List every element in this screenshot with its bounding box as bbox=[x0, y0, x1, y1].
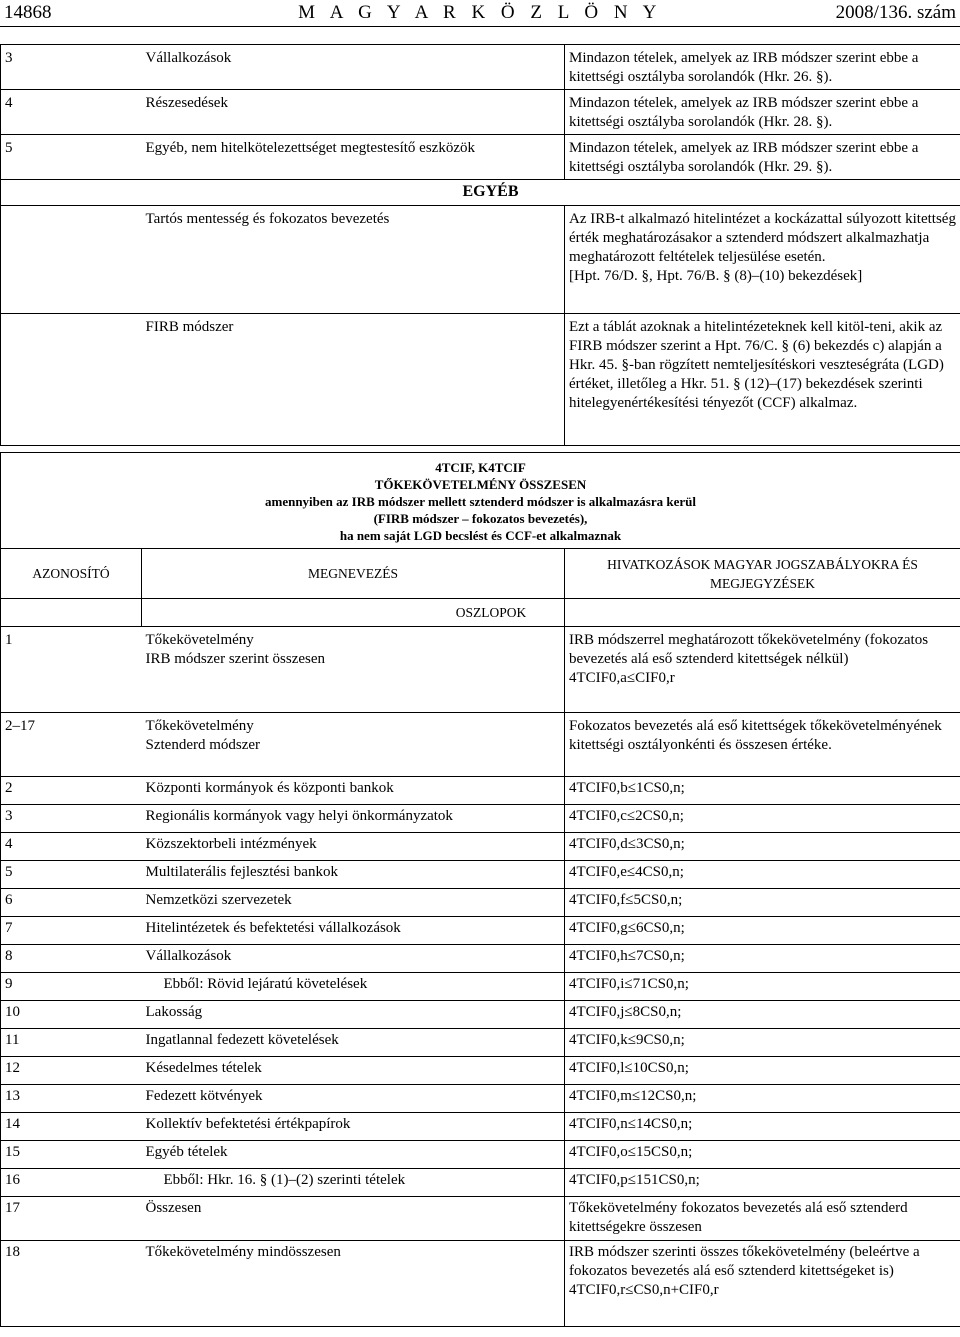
journal-title: M A G Y A R K Ö Z L Ö N Y bbox=[298, 2, 662, 23]
table-row bbox=[1, 1241, 960, 1327]
row-name: Késedelmes tételek bbox=[142, 1057, 565, 1085]
row-name: Vállalkozások bbox=[142, 45, 565, 90]
header-reference: HIVATKOZÁSOK MAGYAR JOGSZABÁLYOKRA ÉS MEGJEGYZÉSEK bbox=[565, 549, 960, 599]
row-number: 5 bbox=[1, 861, 142, 889]
row-name: Közszektorbeli intézmények bbox=[142, 833, 565, 861]
row-number: 6 bbox=[1, 889, 142, 917]
row-number bbox=[1, 314, 142, 446]
header-name: MEGNEVEZÉS bbox=[142, 549, 565, 599]
row-name: Egyéb, nem hitelkötelezettséget megtestesítő eszközök bbox=[142, 135, 565, 180]
page-number: 14868 bbox=[4, 2, 52, 23]
row-name: Vállalkozások bbox=[142, 945, 565, 973]
row-reference: IRB módszerrel meghatározott tőkekövetelmény (fokozatos bevezetés alá eső sztenderd kitettségek nélkül) 4TCIF0,a≤CIF0,r bbox=[565, 627, 960, 713]
title-line: TŐKEKÖVETELMÉNY ÖSSZESEN bbox=[374, 477, 587, 492]
table-row bbox=[1, 45, 960, 90]
row-reference: 4TCIF0,i≤71CS0,n; bbox=[565, 973, 960, 1001]
row-reference: 4TCIF0,o≤15CS0,n; bbox=[565, 1141, 960, 1169]
row-reference: 4TCIF0,g≤6CS0,n; bbox=[565, 917, 960, 945]
row-name: FIRB módszer bbox=[142, 314, 565, 446]
row-reference: 4TCIF0,l≤10CS0,n; bbox=[565, 1057, 960, 1085]
row-number: 5 bbox=[1, 135, 142, 180]
row-reference: 4TCIF0,c≤2CS0,n; bbox=[565, 805, 960, 833]
row-name: Ingatlannal fedezett követelések bbox=[142, 1029, 565, 1057]
row-name: Ebből: Rövid lejáratú követelések bbox=[142, 973, 565, 1001]
title-line: (FIRB módszer – fokozatos bevezetés), bbox=[373, 511, 588, 526]
row-number: 2 bbox=[1, 777, 142, 805]
table-row bbox=[1, 1001, 960, 1029]
title-line: amennyiben az IRB módszer mellett sztenderd módszer is alkalmazásra kerül bbox=[265, 494, 696, 509]
table-row bbox=[1, 777, 960, 805]
row-name: Hitelintézetek és befektetési vállalkozások bbox=[142, 917, 565, 945]
table-row bbox=[1, 713, 960, 777]
row-number: 16 bbox=[1, 1169, 142, 1197]
table-row bbox=[1, 1057, 960, 1085]
row-number: 11 bbox=[1, 1029, 142, 1057]
row-reference: 4TCIF0,d≤3CS0,n; bbox=[565, 833, 960, 861]
row-number: 10 bbox=[1, 1001, 142, 1029]
row-name: Regionális kormányok vagy helyi önkormányzatok bbox=[142, 805, 565, 833]
row-number: 15 bbox=[1, 1141, 142, 1169]
row-reference: IRB módszer szerinti összes tőkekövetelmény (beleértve a fokozatos bevezetés alá eső sztenderd kitettségeket is) 4TCIF0,r≤CS0,n+CIF0,r bbox=[565, 1241, 960, 1327]
row-name: Ebből: Hkr. 16. § (1)–(2) szerinti tételek bbox=[142, 1169, 565, 1197]
row-number: 4 bbox=[1, 90, 142, 135]
row-name: Kollektív befektetési értékpapírok bbox=[142, 1113, 565, 1141]
table-row bbox=[1, 861, 960, 889]
row-name: Tőkekövetelmény mindösszesen bbox=[142, 1241, 565, 1327]
section-title: EGYÉB bbox=[1, 180, 960, 206]
row-name: Tőkekövetelmény IRB módszer szerint összesen bbox=[142, 627, 565, 713]
row-number: 12 bbox=[1, 1057, 142, 1085]
table-row bbox=[1, 833, 960, 861]
row-reference: Fokozatos bevezetés alá eső kitettségek tőkekövetelményének kitettségi osztályonkénti és összesen értéke. bbox=[565, 713, 960, 777]
table-row bbox=[1, 627, 960, 713]
row-reference: Mindazon tételek, amelyek az IRB módszer szerint ebbe a kitettségi osztályba sorolandók (Hkr. 29. §). bbox=[565, 135, 960, 180]
row-reference: 4TCIF0,b≤1CS0,n; bbox=[565, 777, 960, 805]
table-row bbox=[1, 889, 960, 917]
capital-requirement-table bbox=[0, 452, 960, 1327]
table-title bbox=[1, 453, 960, 549]
row-reference: Mindazon tételek, amelyek az IRB módszer szerint ebbe a kitettségi osztályba sorolandók (Hkr. 26. §). bbox=[565, 45, 960, 90]
row-number: 2–17 bbox=[1, 713, 142, 777]
row-reference: 4TCIF0,h≤7CS0,n; bbox=[565, 945, 960, 973]
row-name: Részesedések bbox=[142, 90, 565, 135]
table-row bbox=[1, 805, 960, 833]
row-reference: Tőkekövetelmény fokozatos bevezetés alá eső sztenderd kitettségekre összesen bbox=[565, 1197, 960, 1241]
row-number: 1 bbox=[1, 627, 142, 713]
table-row bbox=[1, 1113, 960, 1141]
table-row bbox=[1, 917, 960, 945]
row-reference: Ezt a táblát azoknak a hitelintézeteknek kell kitöl-teni, akik az FIRB módszer szerint a Hpt. 76/C. § (6) bekezdés c) alapján a Hkr. 45. §-ban rögzített nemteljesítéskori veszteségráta (LGD) értéket, illetőleg a Hkr. 51. § (12)–(17) bekezdések szerinti hitelegyenértékesítési tényezőt (CCF) alkalmaz. bbox=[565, 314, 960, 446]
row-reference: 4TCIF0,p≤151CS0,n; bbox=[565, 1169, 960, 1197]
row-name: Tartós mentesség és fokozatos bevezetés bbox=[142, 206, 565, 314]
table-row bbox=[1, 1169, 960, 1197]
table-row bbox=[1, 1197, 960, 1241]
table-row bbox=[1, 314, 960, 446]
row-number: 7 bbox=[1, 917, 142, 945]
row-name: Nemzetközi szervezetek bbox=[142, 889, 565, 917]
table-row bbox=[1, 973, 960, 1001]
page-header bbox=[0, 0, 960, 27]
row-reference: 4TCIF0,m≤12CS0,n; bbox=[565, 1085, 960, 1113]
row-number bbox=[1, 206, 142, 314]
header-id: AZONOSÍTÓ bbox=[1, 549, 142, 599]
row-reference: 4TCIF0,j≤8CS0,n; bbox=[565, 1001, 960, 1029]
table-row bbox=[1, 1141, 960, 1169]
row-reference: 4TCIF0,e≤4CS0,n; bbox=[565, 861, 960, 889]
table-row bbox=[1, 90, 960, 135]
row-number: 3 bbox=[1, 45, 142, 90]
title-line: 4TCIF, K4TCIF bbox=[435, 460, 526, 475]
row-name: Központi kormányok és központi bankok bbox=[142, 777, 565, 805]
row-name: Fedezett kötvények bbox=[142, 1085, 565, 1113]
row-number: 3 bbox=[1, 805, 142, 833]
issue-number: 2008/136. szám bbox=[835, 2, 956, 23]
row-number: 18 bbox=[1, 1241, 142, 1327]
table-row bbox=[1, 206, 960, 314]
table-row bbox=[1, 135, 960, 180]
header-columns: OSZLOPOK bbox=[142, 599, 565, 627]
row-number: 13 bbox=[1, 1085, 142, 1113]
row-number: 4 bbox=[1, 833, 142, 861]
row-number: 14 bbox=[1, 1113, 142, 1141]
exposure-class-table bbox=[0, 44, 960, 446]
row-reference: 4TCIF0,n≤14CS0,n; bbox=[565, 1113, 960, 1141]
row-name: Összesen bbox=[142, 1197, 565, 1241]
table-row bbox=[1, 945, 960, 973]
row-name: Multilaterális fejlesztési bankok bbox=[142, 861, 565, 889]
row-number: 17 bbox=[1, 1197, 142, 1241]
table-row bbox=[1, 1029, 960, 1057]
row-reference: 4TCIF0,f≤5CS0,n; bbox=[565, 889, 960, 917]
row-name: Tőkekövetelmény Sztenderd módszer bbox=[142, 713, 565, 777]
row-name: Egyéb tételek bbox=[142, 1141, 565, 1169]
row-number: 9 bbox=[1, 973, 142, 1001]
row-reference: 4TCIF0,k≤9CS0,n; bbox=[565, 1029, 960, 1057]
table-row bbox=[1, 1085, 960, 1113]
row-name: Lakosság bbox=[142, 1001, 565, 1029]
row-number: 8 bbox=[1, 945, 142, 973]
row-reference: Az IRB-t alkalmazó hitelintézet a kockázattal súlyozott kitettség érték meghatározásakor a sztenderd módszert alkalmazhatja meghatározott feltételek teljesülése esetén. [Hpt. 76/D. §, Hpt. 76/B. § (8)–(10) bekezdések] bbox=[565, 206, 960, 314]
row-reference: Mindazon tételek, amelyek az IRB módszer szerint ebbe a kitettségi osztályba sorolandók (Hkr. 28. §). bbox=[565, 90, 960, 135]
title-line: ha nem saját LGD becslést és CCF-et alkalmaznak bbox=[339, 528, 622, 543]
